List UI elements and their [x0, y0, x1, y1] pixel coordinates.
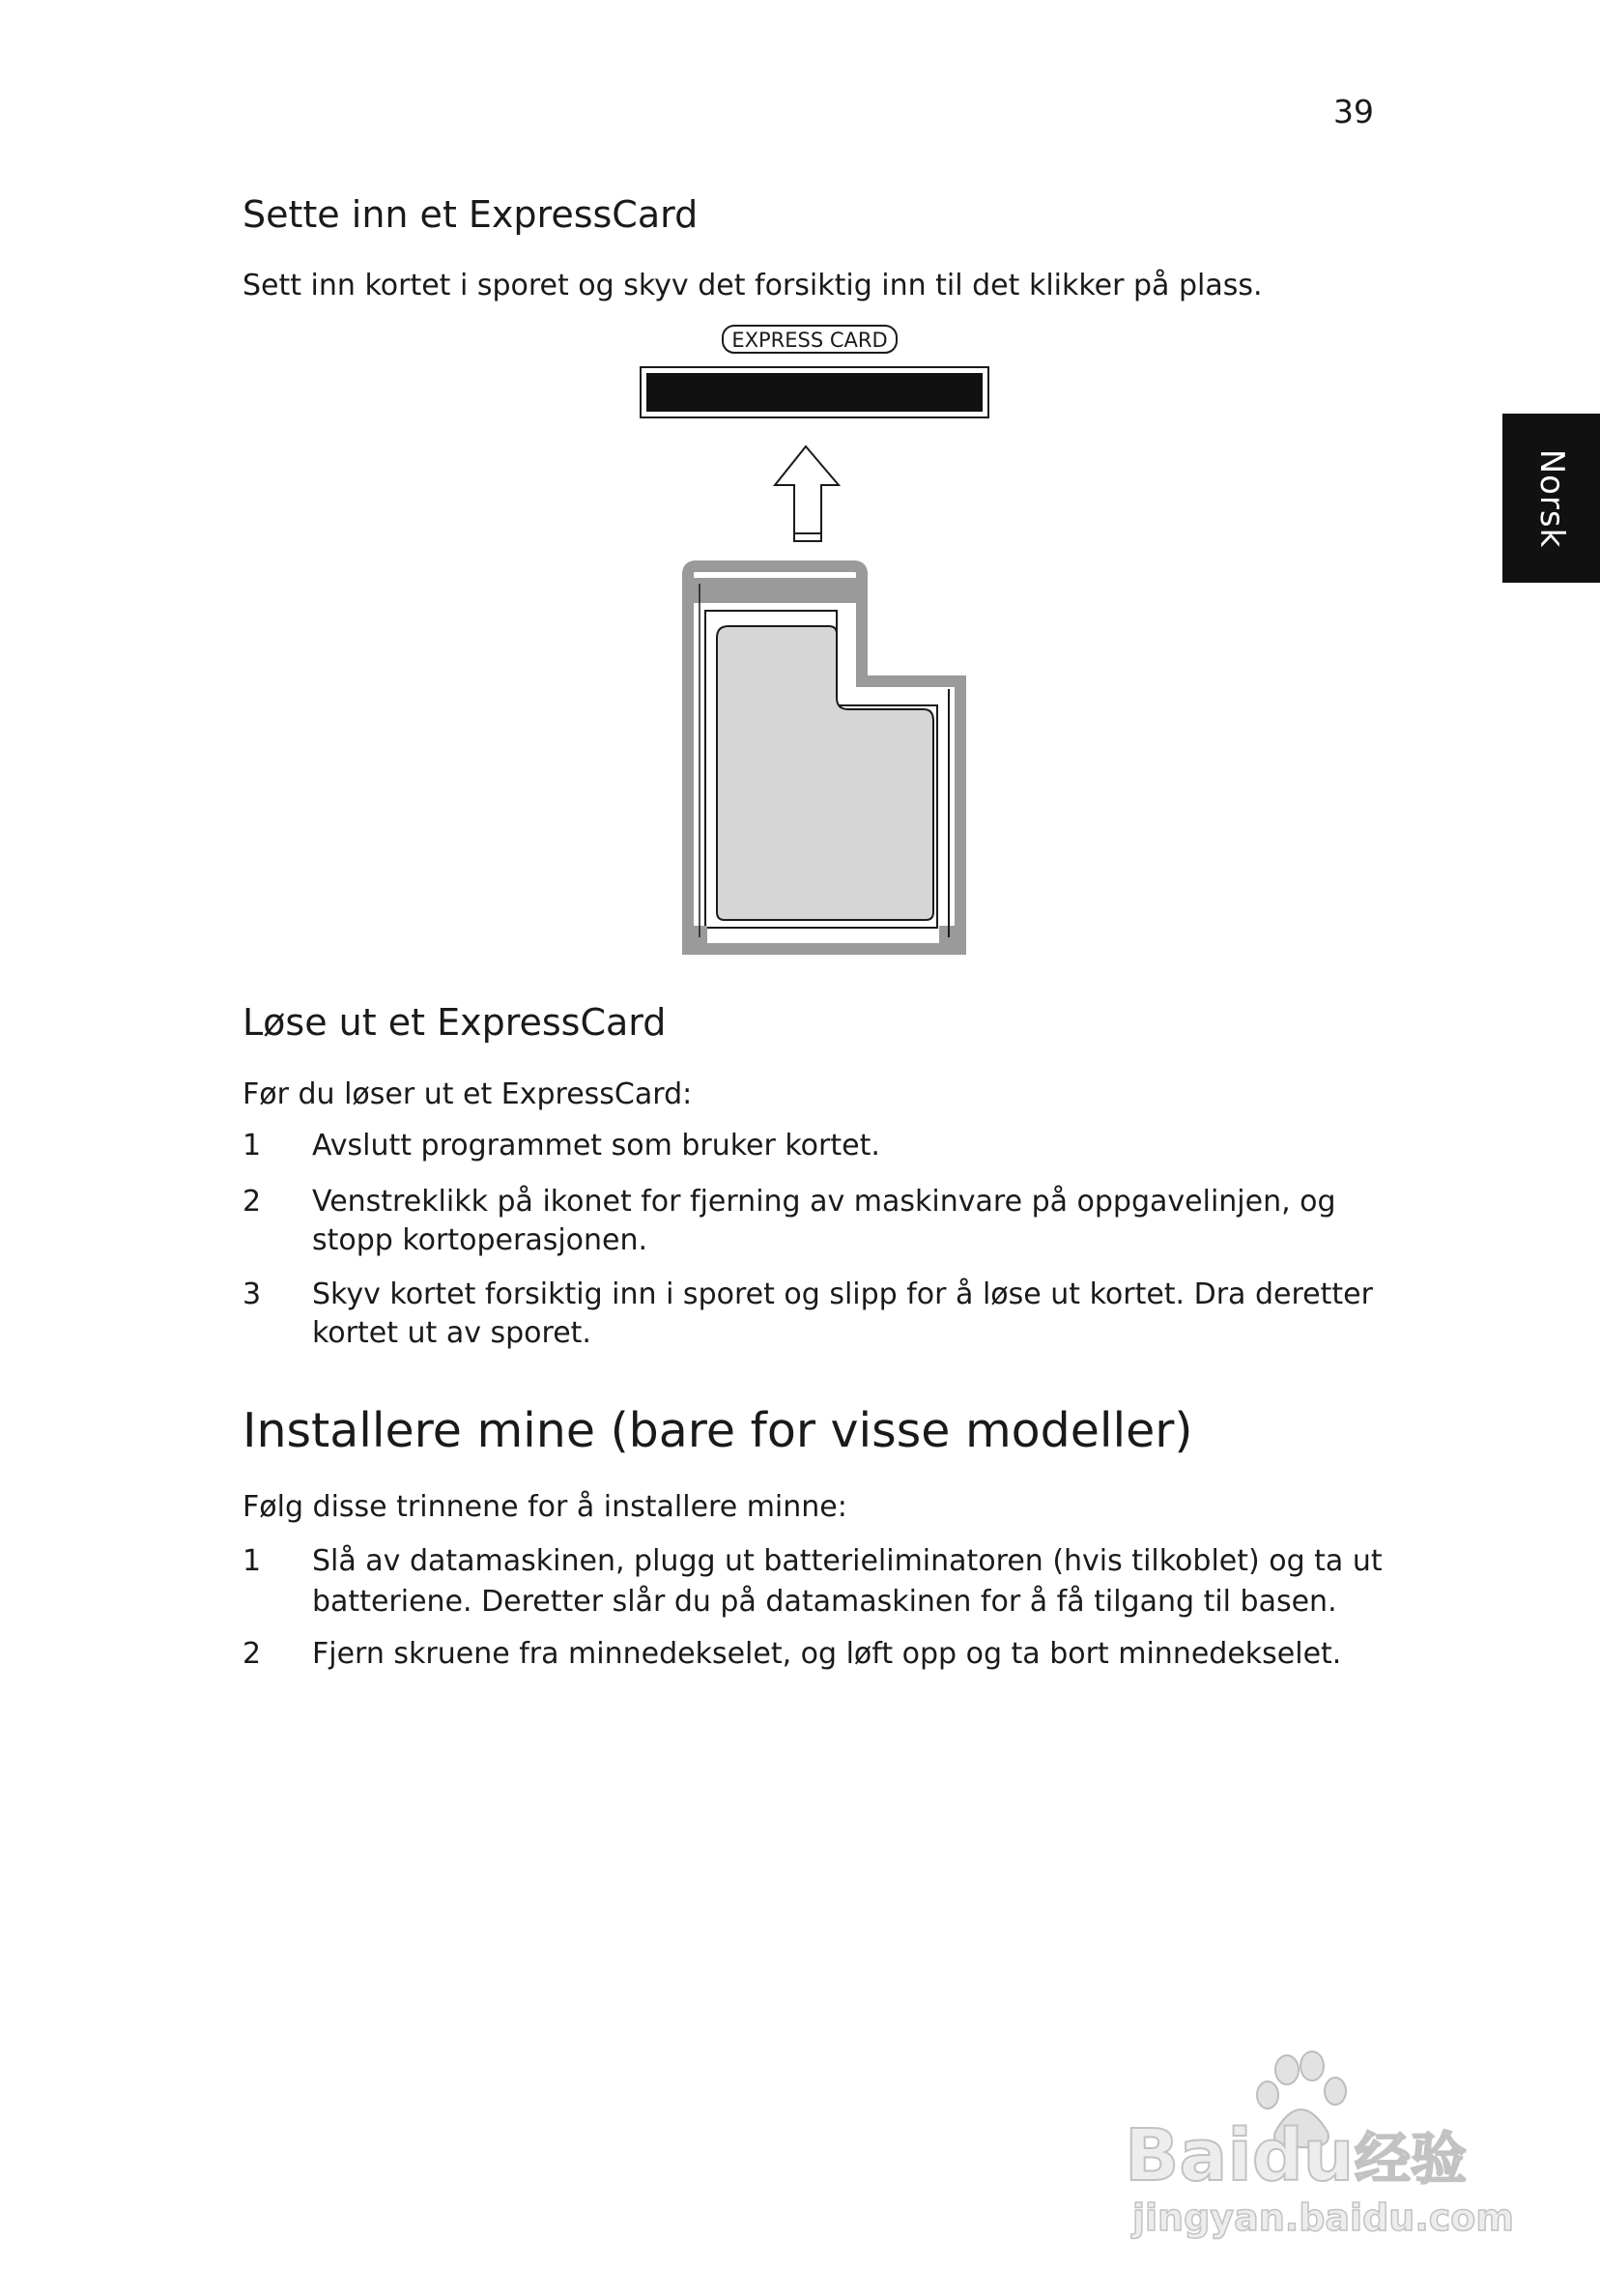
page-number: 39 — [1333, 93, 1374, 130]
eject-heading: Løse ut et ExpressCard — [243, 1001, 667, 1044]
step-text: Slå av datamaskinen, plugg ut batterieliminatoren (hvis tilkoblet) og ta ut — [312, 1544, 1383, 1578]
slot-label-badge — [723, 326, 897, 353]
step-number: 2 — [243, 1185, 262, 1219]
step-number: 2 — [243, 1637, 262, 1671]
insert-instruction: Sett inn kortet i sporet og skyv det forsiktig inn til det klikker på plass. — [243, 269, 1263, 302]
expresscard — [688, 566, 960, 949]
step-text: Avslutt programmet som bruker kortet. — [312, 1129, 880, 1162]
watermark-url: jingyan.baidu.com — [1132, 2196, 1514, 2239]
expresscard-insert-figure — [618, 319, 1005, 957]
step-text: Venstreklikk på ikonet for fjerning av maskinvare på oppgavelinjen, og — [312, 1185, 1336, 1219]
step-text: Fjern skruene fra minnedekselet, og løft opp og ta bort minnedekselet. — [312, 1637, 1342, 1671]
insert-direction-arrow-icon — [775, 446, 839, 541]
baidu-watermark — [1121, 2049, 1527, 2242]
memory-heading: Installere mine (bare for visse modeller) — [243, 1403, 1193, 1458]
memory-intro: Følg disse trinnene for å installere minne: — [243, 1490, 847, 1524]
language-tab — [1502, 414, 1600, 583]
language-tab-label: Norsk — [1531, 448, 1571, 548]
step-text: Skyv kortet forsiktig inn i sporet og slipp for å løse ut kortet. Dra deretter — [312, 1277, 1373, 1311]
step-number: 1 — [243, 1544, 262, 1578]
step-number: 1 — [243, 1129, 262, 1162]
card-slot — [641, 367, 988, 417]
watermark-brand-cn: 经验 — [1355, 2126, 1468, 2192]
insert-heading: Sette inn et ExpressCard — [243, 193, 699, 236]
step-text: kortet ut av sporet. — [312, 1316, 591, 1350]
watermark-brand: Baidu — [1125, 2114, 1355, 2197]
step-text: stopp kortoperasjonen. — [312, 1223, 648, 1257]
slot-label-text: EXPRESS CARD — [731, 329, 888, 352]
step-text: batteriene. Deretter slår du på datamaskinen for å få tilgang til basen. — [312, 1585, 1337, 1619]
step-number: 3 — [243, 1277, 262, 1311]
eject-intro: Før du løser ut et ExpressCard: — [243, 1077, 693, 1111]
